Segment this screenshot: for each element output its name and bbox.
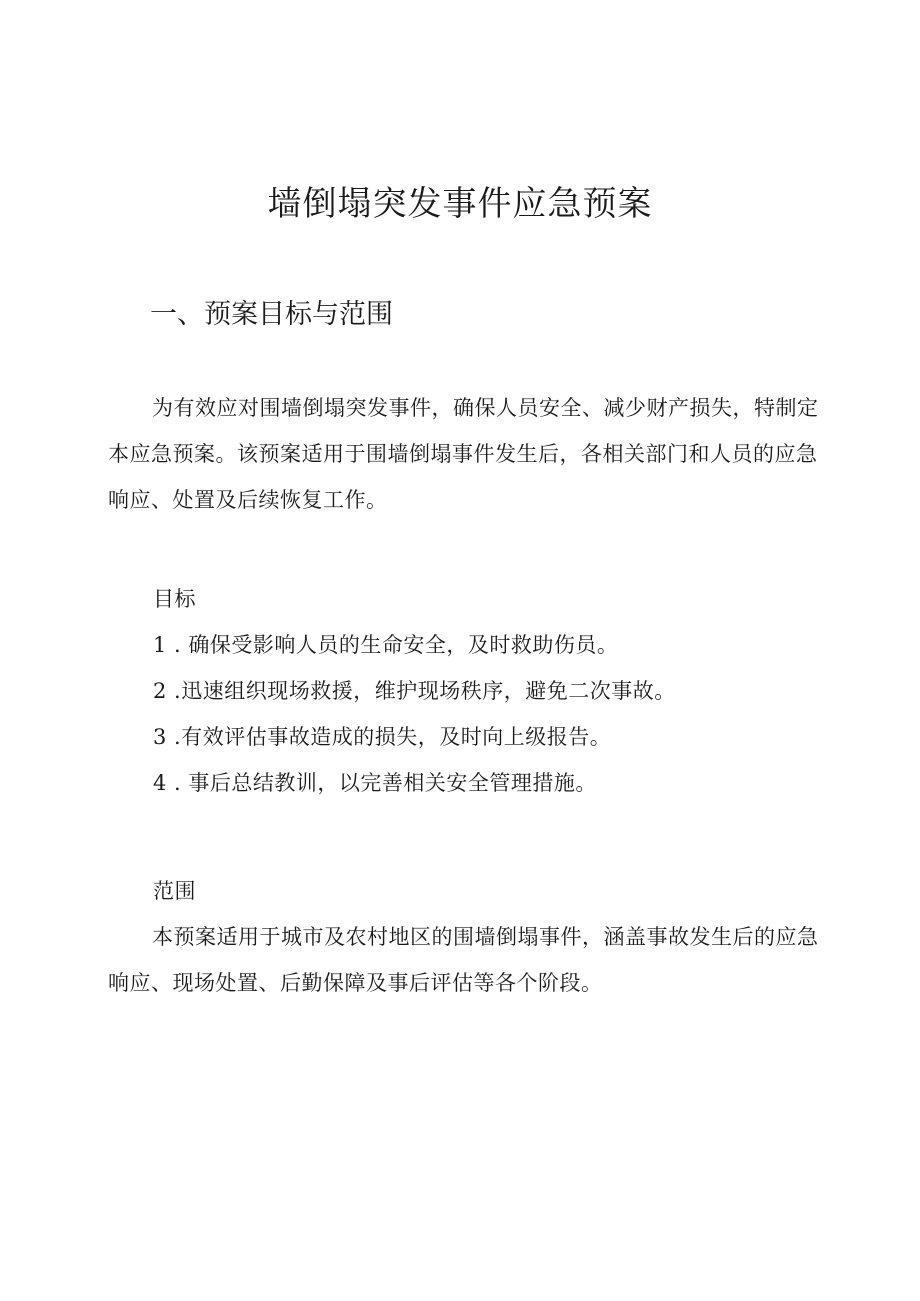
goal-item: 1 . 确保受影响人员的生命安全，及时救助伤员。 — [153, 633, 619, 657]
goal-item: 2 .迅速组织现场救援，维护现场秩序，避免二次事故。 — [153, 679, 676, 703]
goals-list — [153, 622, 676, 806]
section-heading: 一、预案目标与范围 — [150, 299, 393, 330]
intro-paragraph: 为有效应对围墙倒塌突发事件，确保人员安全、减少财产损失，特制定本应急预案。该预案适用于围墙倒塌事件发生后，各相关部门和人员的应急响应、处置及后续恢复工作。 — [108, 396, 819, 512]
goal-item: 4 . 事后总结教训，以完善相关安全管理措施。 — [153, 771, 597, 795]
scope-heading: 范围 — [153, 879, 196, 903]
goal-item: 3 .有效评估事故造成的损失，及时向上级报告。 — [153, 725, 612, 749]
document-title: 墙倒塌突发事件应急预案 — [267, 184, 653, 224]
scope-paragraph: 本预案适用于城市及农村地区的围墙倒塌事件，涵盖事故发生后的应急响应、现场处置、后勤保障及事后评估等各个阶段。 — [108, 925, 819, 995]
goals-heading: 目标 — [153, 587, 196, 611]
